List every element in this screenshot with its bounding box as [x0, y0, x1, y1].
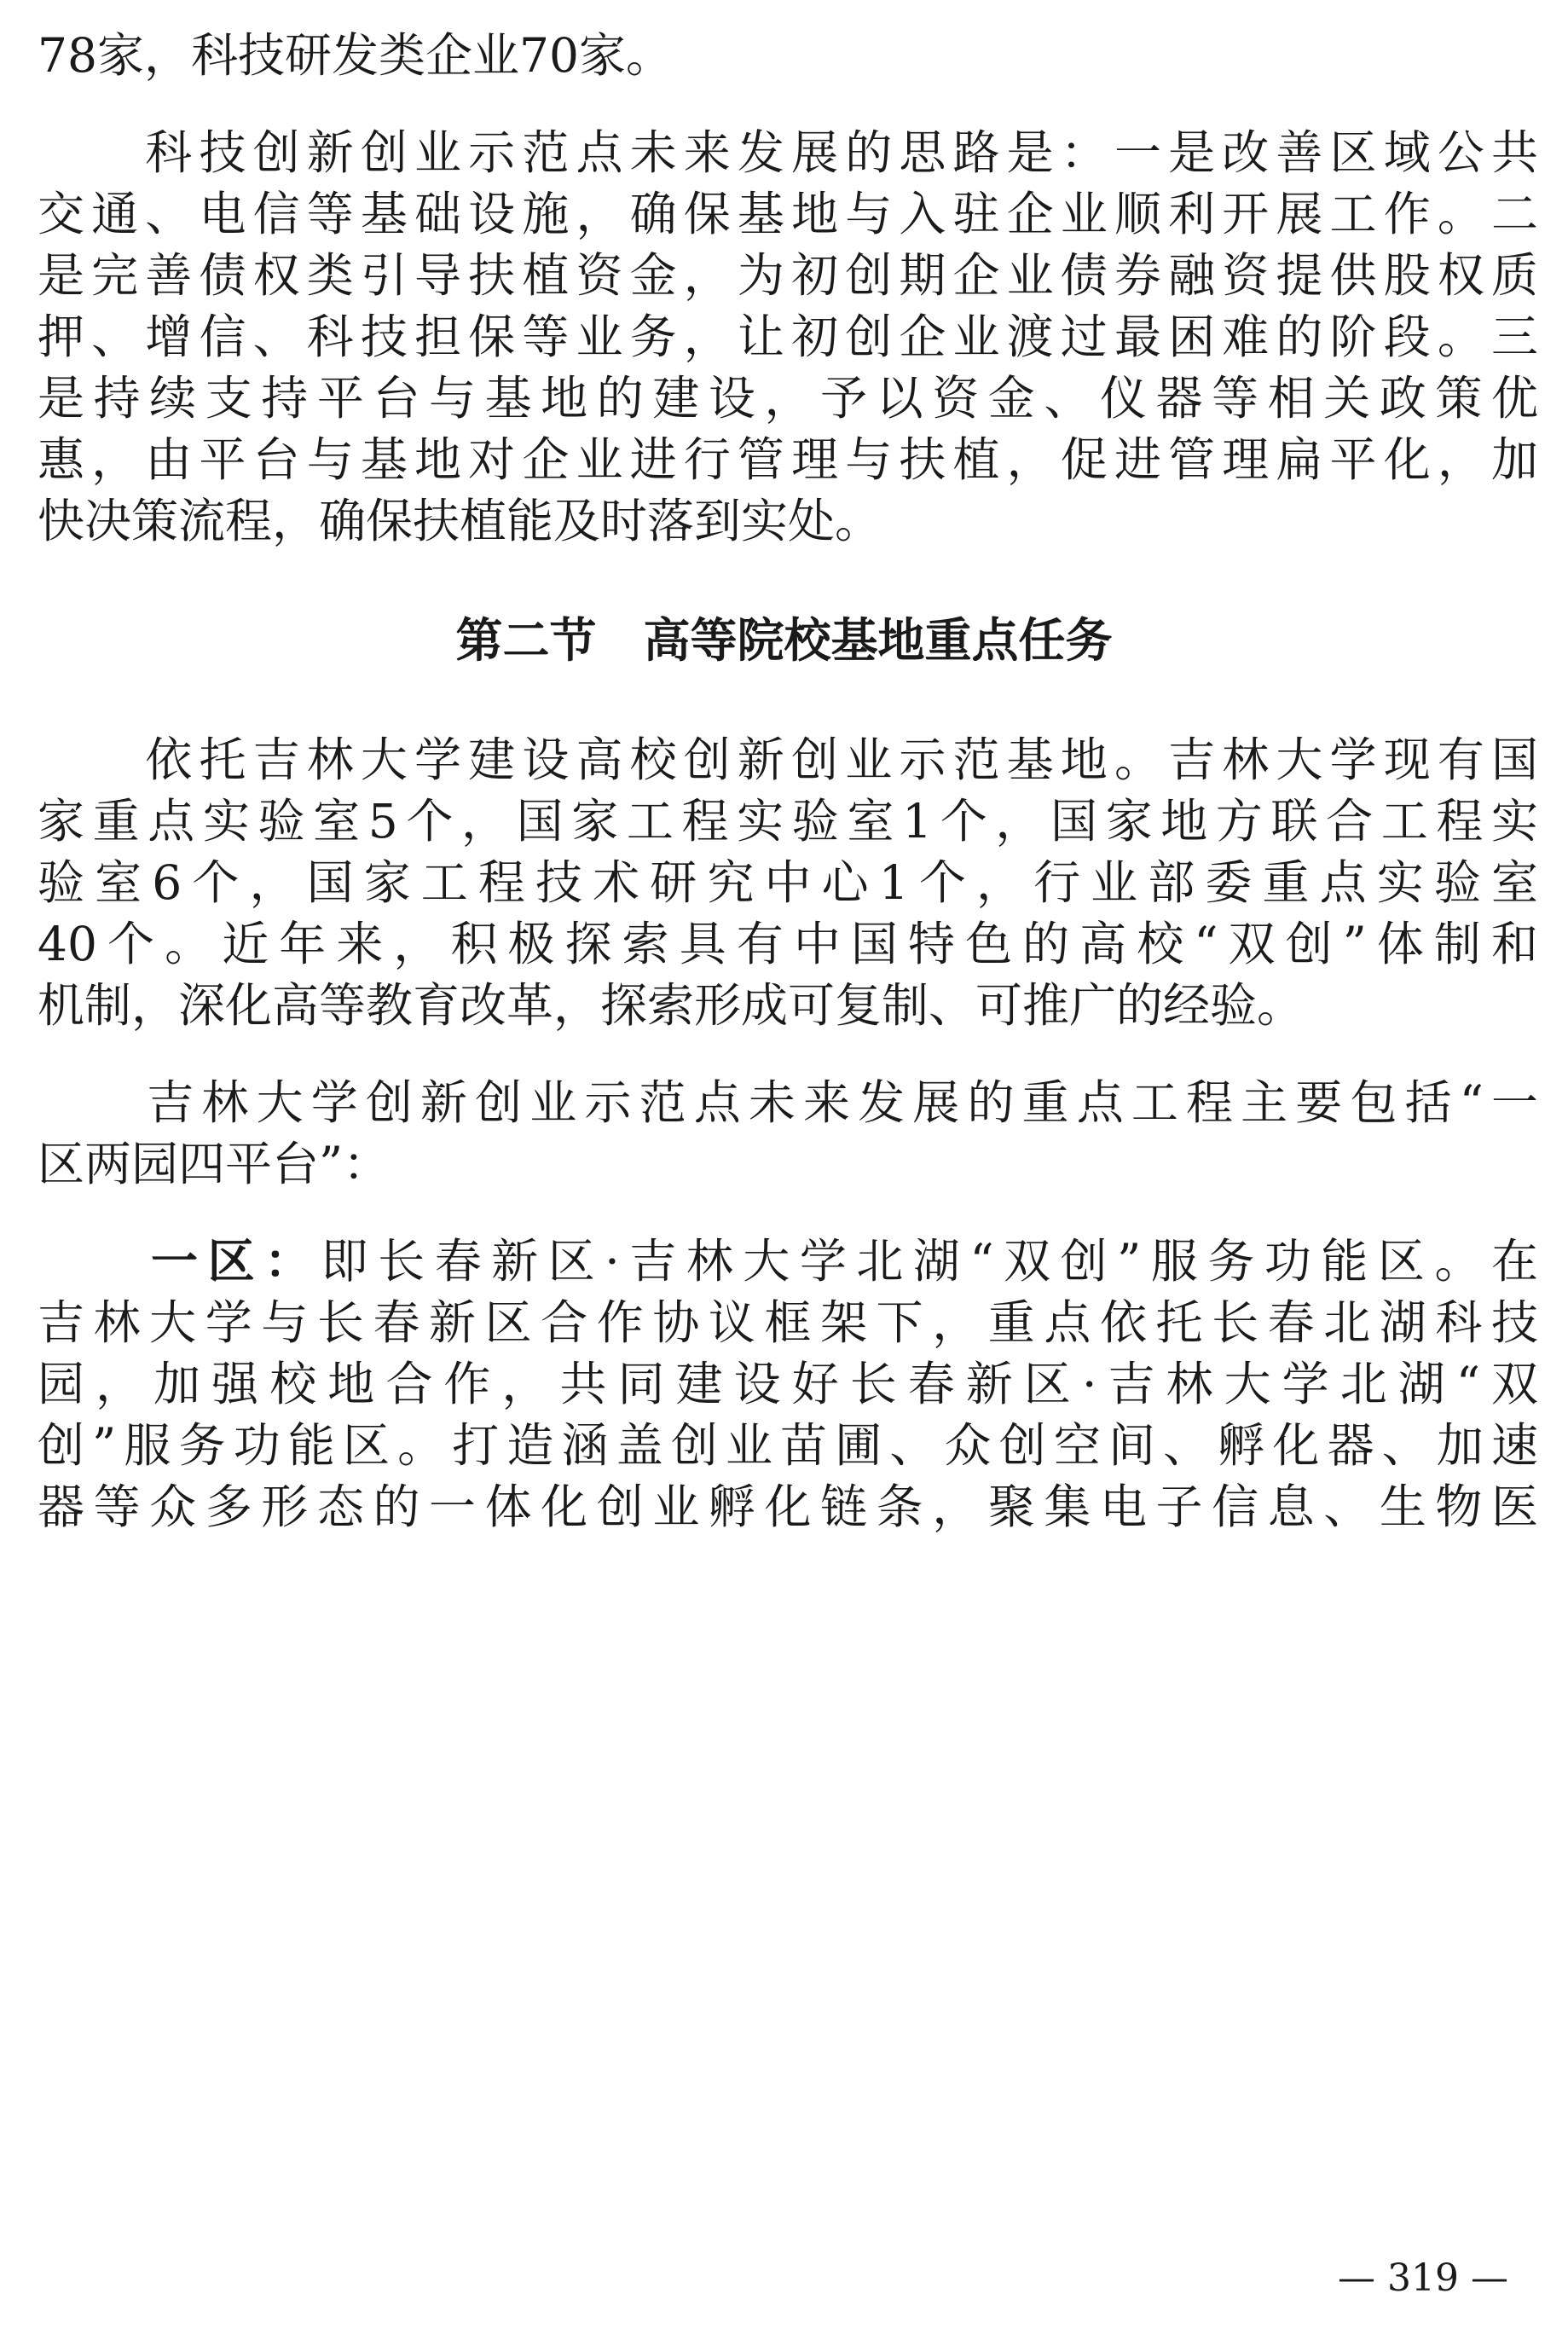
- paragraph-line: [38, 1231, 1538, 1291]
- paragraph-line: 家重点实验室5个，国家工程实验室1个，国家地方联合工程实: [38, 794, 1538, 849]
- section-heading: 第二节 高等院校基地重点任务: [455, 613, 1113, 668]
- page-number: — 319 —: [1338, 2256, 1508, 2300]
- paragraph-line: 惠，由平台与基地对企业进行管理与扶植，促进管理扁平化，加: [38, 432, 1538, 487]
- paragraph-line: 机制，深化高等教育改革，探索形成可复制、可推广的经验。: [38, 978, 1305, 1033]
- paragraph-line: 40个。近年来，积极探索具有中国特色的高校“双创”体制和: [38, 917, 1538, 971]
- paragraph-line: 科技创新创业示范点未来发展的思路是：一是改善区域公共: [38, 125, 1538, 180]
- paragraph-line: 区两园四平台”：: [38, 1137, 391, 1191]
- paragraph-line: 78家，科技研发类企业70家。: [38, 28, 673, 83]
- paragraph-line: 器等众多形态的一体化创业孵化链条，聚集电子信息、生物医: [38, 1480, 1538, 1534]
- paragraph-line: 押、增信、科技担保等业务，让初创企业渡过最困难的阶段。三: [38, 310, 1538, 364]
- paragraph-line: 依托吉林大学建设高校创新创业示范基地。吉林大学现有国: [38, 733, 1538, 787]
- paragraph-line: 验室6个，国家工程技术研究中心1个，行业部委重点实验室: [38, 855, 1538, 910]
- paragraph-line: 交通、电信等基础设施，确保基地与入驻企业顺利开展工作。二: [38, 187, 1538, 241]
- paragraph-line: 吉林大学与长春新区合作协议框架下，重点依托长春北湖科技: [38, 1295, 1538, 1350]
- paragraph-line: 是完善债权类引导扶植资金，为初创期企业债券融资提供股权质: [38, 248, 1538, 303]
- paragraph-line: 快决策流程，确保扶植能及时落到实处。: [38, 494, 882, 548]
- paragraph-line: 园，加强校地合作，共同建设好长春新区·吉林大学北湖“双: [38, 1357, 1538, 1411]
- lead-text: 即长春新区·吉林大学北湖“双创”服务功能区。在: [321, 1234, 1538, 1289]
- paragraph-line: 创”服务功能区。打造涵盖创业苗圃、众创空间、孵化器、加速: [38, 1418, 1538, 1473]
- lead-label: 一区：: [38, 1234, 321, 1289]
- paragraph-line: 吉林大学创新创业示范点未来发展的重点工程主要包括“一: [38, 1075, 1538, 1130]
- paragraph-line: 是持续支持平台与基地的建设，予以资金、仪器等相关政策优: [38, 371, 1538, 426]
